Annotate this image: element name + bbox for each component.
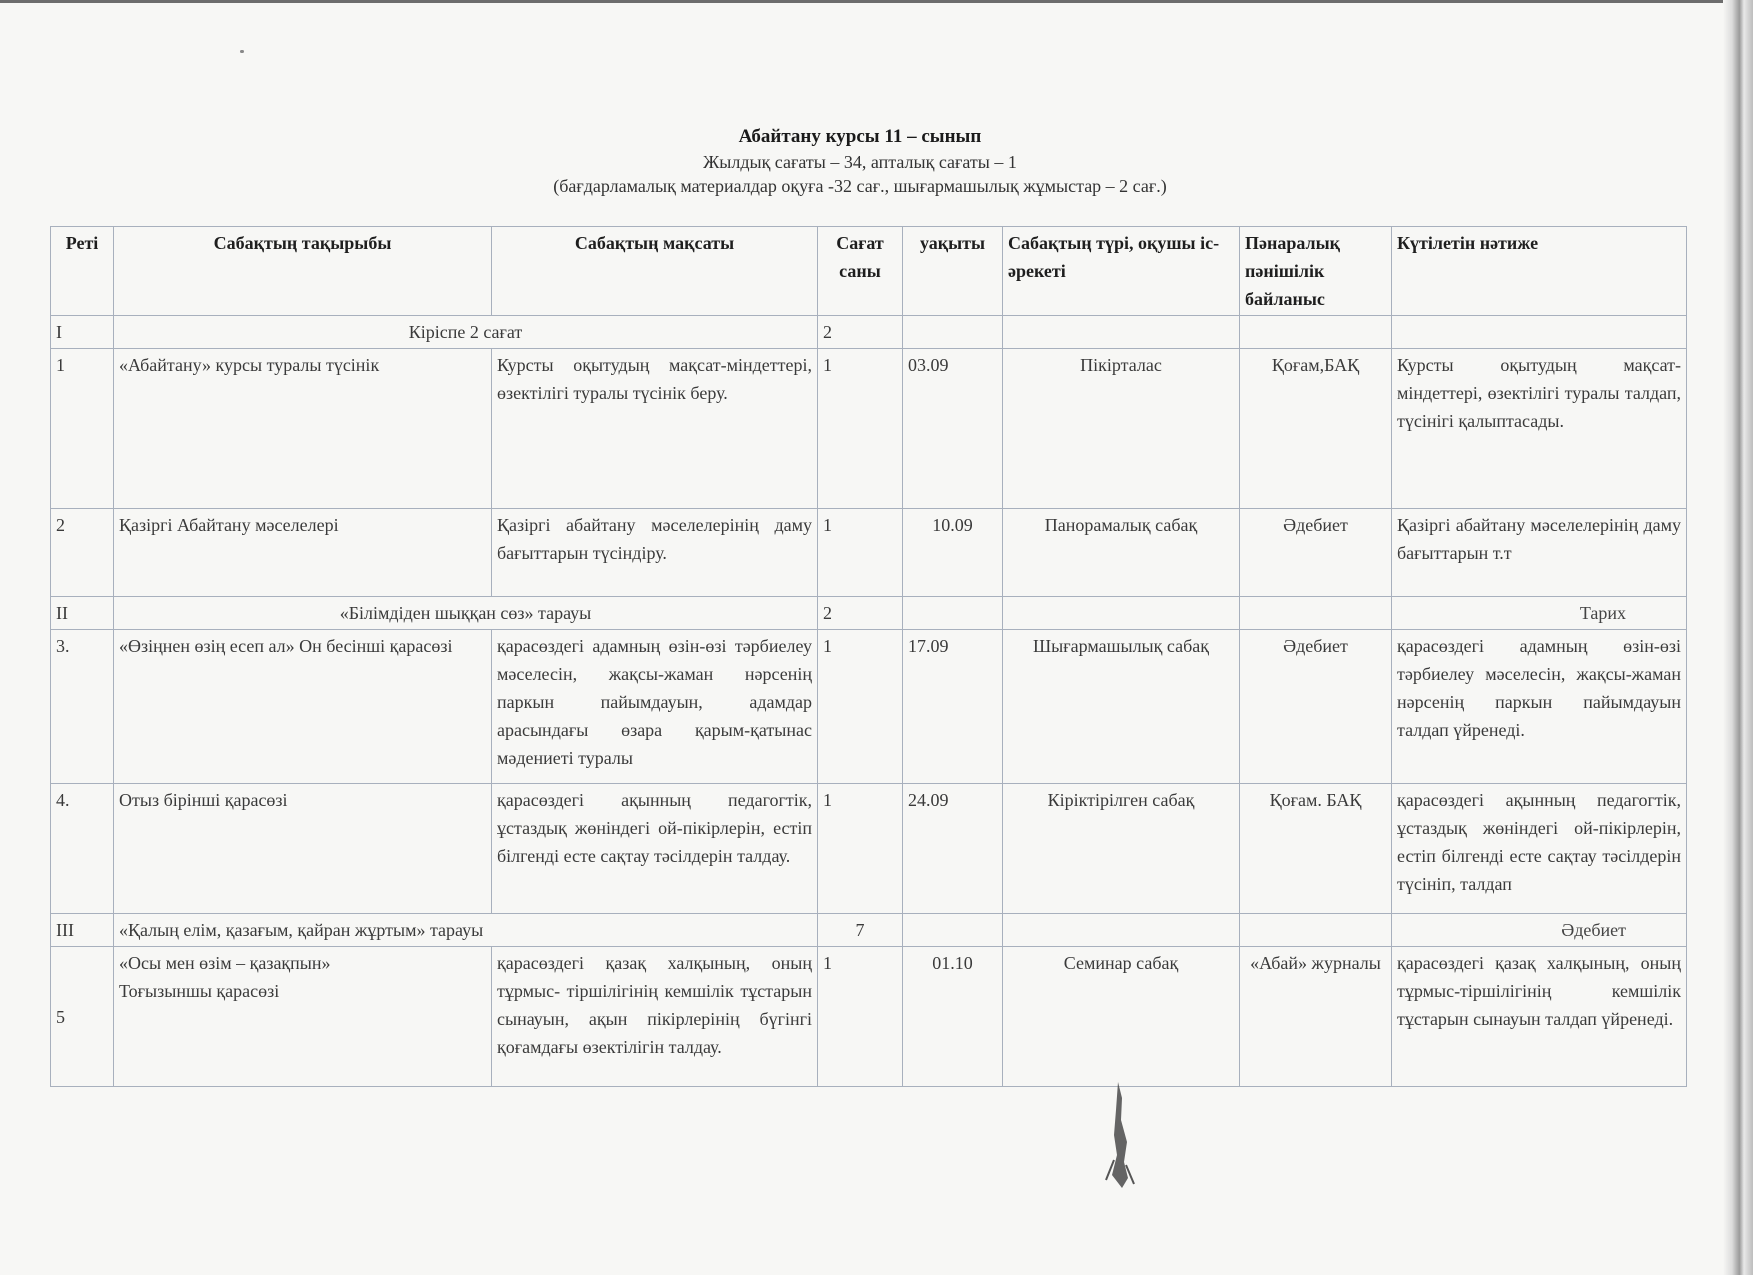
- row-topic: [114, 947, 492, 1087]
- row-num: 4.: [51, 784, 114, 914]
- section-result: [1392, 316, 1687, 349]
- row-num: 2: [51, 509, 114, 597]
- row-goal: қарасөздегі қазақ халқының, оның тұрмыс- тіршілігінің кемшілік тұстарын сынауын, ақын пікірлерінің бүгінгі қоғамдағы өзектілігін талдау.: [492, 947, 818, 1087]
- document-header: [0, 124, 1720, 198]
- row-link: «Абай» журналы: [1240, 947, 1392, 1087]
- section-result: Әдебиет: [1392, 914, 1687, 947]
- section-row: [51, 914, 1687, 947]
- row-type: Кіріктірілген сабақ: [1003, 784, 1240, 914]
- row-goal: қарасөздегі адамның өзін-өзі тәрбиелеу мәселесін, жақсы-жаман нәрсенің паркын пайымдауын, адамдар арасындағы өзара қарым-қатынас мәдениеті туралы: [492, 630, 818, 784]
- header-cell-topic: Сабақтың тақырыбы: [114, 227, 492, 316]
- row-result: қарасөздегі қазақ халқының, оның тұрмыс-тіршілігінің кемшілік тұстарын сынауын талдап үйренеді.: [1392, 947, 1687, 1087]
- header-cell-result: Күтілетін нәтиже: [1392, 227, 1687, 316]
- document-title: Абайтану курсы 11 – сынып: [738, 126, 982, 147]
- section-num: ІІІ: [51, 914, 114, 947]
- row-goal: қарасөздегі ақынның педагогтік, ұстаздық жөніндегі ой-пікірлерін, естіп білгенді есте сақтау тәсілдерін талдау.: [492, 784, 818, 914]
- table-row: [51, 784, 1687, 914]
- header-cell-type: Сабақтың түрі, оқушы іс-әрекеті: [1003, 227, 1240, 316]
- row-goal: Курсты оқытудың мақсат-міндеттері, өзектілігі туралы түсінік беру.: [492, 349, 818, 509]
- row-date: 10.09: [903, 509, 1003, 597]
- row-type: Шығармашылық сабақ: [1003, 630, 1240, 784]
- row-topic: «Өзіңнен өзің есеп ал» Он бесінші қарасөзі: [114, 630, 492, 784]
- row-topic: Қазіргі Абайтану мәселелері: [114, 509, 492, 597]
- table-row: [51, 947, 1687, 1087]
- scan-speck: [240, 50, 244, 53]
- section-row: [51, 597, 1687, 630]
- row-hours: 1: [818, 947, 903, 1087]
- row-link: Қоғам. БАҚ: [1240, 784, 1392, 914]
- row-hours: 1: [818, 349, 903, 509]
- table-row: [51, 349, 1687, 509]
- lesson-plan-table: [50, 226, 1687, 1087]
- row-goal: Қазіргі абайтану мәселелерінің даму бағыттарын түсіндіру.: [492, 509, 818, 597]
- row-type: Пікірталас: [1003, 349, 1240, 509]
- row-date: 17.09: [903, 630, 1003, 784]
- scan-edge-right: [1723, 0, 1753, 1275]
- row-hours: 1: [818, 630, 903, 784]
- row-date: 01.10: [903, 947, 1003, 1087]
- table-row: [51, 509, 1687, 597]
- row-hours: 1: [818, 784, 903, 914]
- row-link: Қоғам,БАҚ: [1240, 349, 1392, 509]
- section-row: [51, 316, 1687, 349]
- table-row: [51, 630, 1687, 784]
- section-num: І: [51, 316, 114, 349]
- section-title: «Қалың елім, қазағым, қайран жұртым» тарауы: [114, 914, 818, 947]
- row-type: Панорамалық сабақ: [1003, 509, 1240, 597]
- row-num: 1: [51, 349, 114, 509]
- section-hours: 2: [818, 316, 903, 349]
- row-link: Әдебиет: [1240, 509, 1392, 597]
- section-title: «Білімдіден шыққан сөз» тарауы: [114, 597, 818, 630]
- hours-line: Жылдық сағаты – 34, апталық сағаты – 1: [703, 152, 1017, 172]
- section-hours: 7: [818, 914, 903, 947]
- section-result: Тарих: [1392, 597, 1687, 630]
- row-topic-line2: Тоғызыншы қарасөзі: [119, 981, 280, 1001]
- section-title: Кіріспе 2 сағат: [114, 316, 818, 349]
- row-link: Әдебиет: [1240, 630, 1392, 784]
- hours-note: (бағдарламалық материалдар оқуға -32 сағ., шығармашылық жұмыстар – 2 сағ.): [553, 176, 1167, 196]
- header-cell-link: Пәнаралық пәнішілік байланыс: [1240, 227, 1392, 316]
- row-topic: «Абайтану» курсы туралы түсінік: [114, 349, 492, 509]
- row-result: Курсты оқытудың мақсат-міндеттері, өзектілігі туралы талдап, түсінігі қалыптасады.: [1392, 349, 1687, 509]
- header-cell-hours: Сағат саны: [818, 227, 903, 316]
- row-topic: Отыз бірінші қарасөзі: [114, 784, 492, 914]
- signature-mark: [1100, 1080, 1140, 1190]
- section-num: ІІ: [51, 597, 114, 630]
- table-header-row: [51, 227, 1687, 316]
- row-date: 24.09: [903, 784, 1003, 914]
- header-cell-goal: Сабақтың мақсаты: [492, 227, 818, 316]
- row-result: қарасөздегі ақынның педагогтік, ұстаздық жөніндегі ой-пікірлерін, естіп білгенді есте сақтау тәсілдерін түсініп, талдап: [1392, 784, 1687, 914]
- row-hours: 1: [818, 509, 903, 597]
- row-num: 5: [51, 947, 114, 1087]
- row-num: 3.: [51, 630, 114, 784]
- section-hours: 2: [818, 597, 903, 630]
- header-cell-date: уақыты: [903, 227, 1003, 316]
- row-result: қарасөздегі адамның өзін-өзі тәрбиелеу мәселесін, жақсы-жаман нәрсенің паркын пайымдауын талдап үйренеді.: [1392, 630, 1687, 784]
- row-type: Семинар сабақ: [1003, 947, 1240, 1087]
- header-cell-num: Реті: [51, 227, 114, 316]
- scan-edge-top: [0, 0, 1753, 3]
- row-topic-line1: «Осы мен өзім – қазақпын»: [119, 953, 331, 973]
- row-date: 03.09: [903, 349, 1003, 509]
- row-result: Қазіргі абайтану мәселелерінің даму бағыттарын т.т: [1392, 509, 1687, 597]
